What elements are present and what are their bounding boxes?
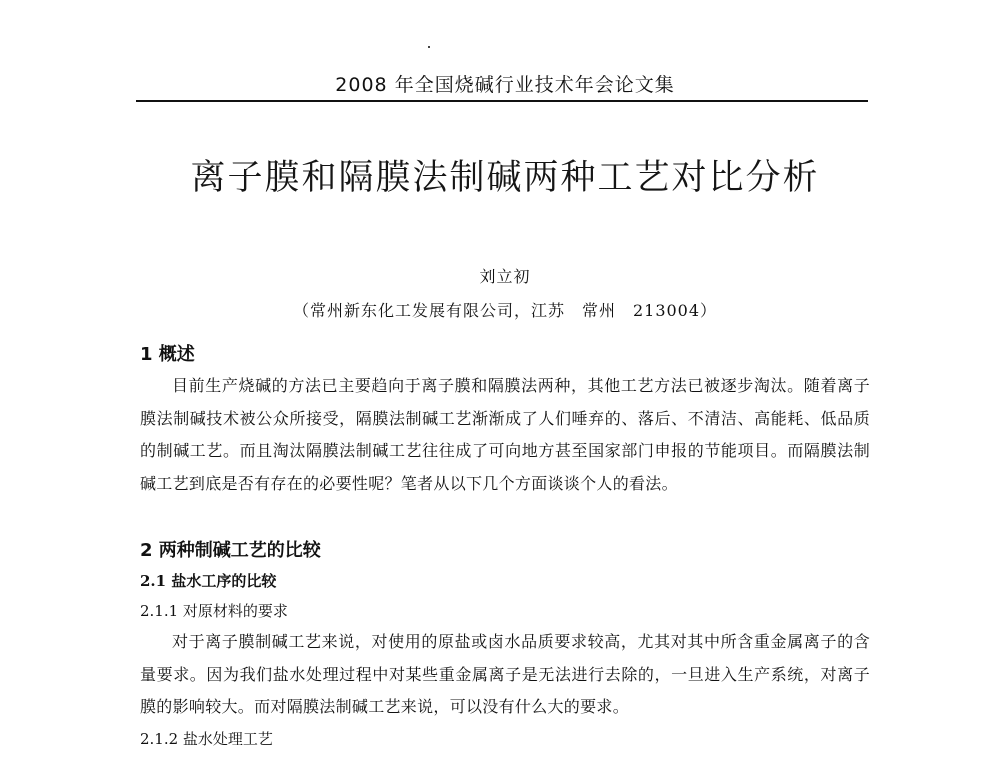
scan-speck [428, 46, 430, 48]
section-1-heading: 1 概述 [140, 344, 195, 365]
section-2-1-1-heading: 2.1.1 对原材料的要求 [140, 602, 288, 620]
paper-title: 离子膜和隔膜法制碱两种工艺对比分析 [190, 158, 820, 198]
header-rule [136, 100, 868, 102]
author-affiliation: （常州新东化工发展有限公司，江苏 常州 213004） [292, 301, 718, 320]
section-2-1-heading: 2.1 盐水工序的比较 [140, 572, 277, 590]
section-2-1-1-paragraph: 对于离子膜制碱工艺来说，对使用的原盐或卤水品质要求较高，尤其对其中所含重金属离子的含量要求。因为我们盐水处理过程中对某些重金属离子是无法进行去除的，一旦进入生产系统，对离子膜的影响较大。而对隔膜法制碱工艺来说，可以没有什么大的要求。 [140, 632, 870, 716]
section-2 [140, 536, 870, 754]
running-head: 2008 年全国烧碱行业技术年会论文集 [335, 74, 675, 96]
section-2-heading: 2 两种制碱工艺的比较 [140, 540, 321, 561]
author-name: 刘立初 [479, 267, 531, 286]
section-2-1-2-heading: 2.1.2 盐水处理工艺 [140, 729, 273, 748]
section-1-paragraph: 目前生产烧碱的方法已主要趋向于离子膜和隔膜法两种，其他工艺方法已被逐步淘汰。随着离子膜法制碱技术被公众所接受，隔膜法制碱工艺渐渐成了人们唾弃的、落后、不清洁、高能耗、低品质的制碱工艺。而且淘汰隔膜法制碱工艺往往成了可向地方甚至国家部门申报的节能项目。而隔膜法制碱工艺到底是否有存在的必要性呢？笔者从以下几个方面谈谈个人的看法。 [140, 376, 870, 493]
section-1 [140, 340, 870, 500]
